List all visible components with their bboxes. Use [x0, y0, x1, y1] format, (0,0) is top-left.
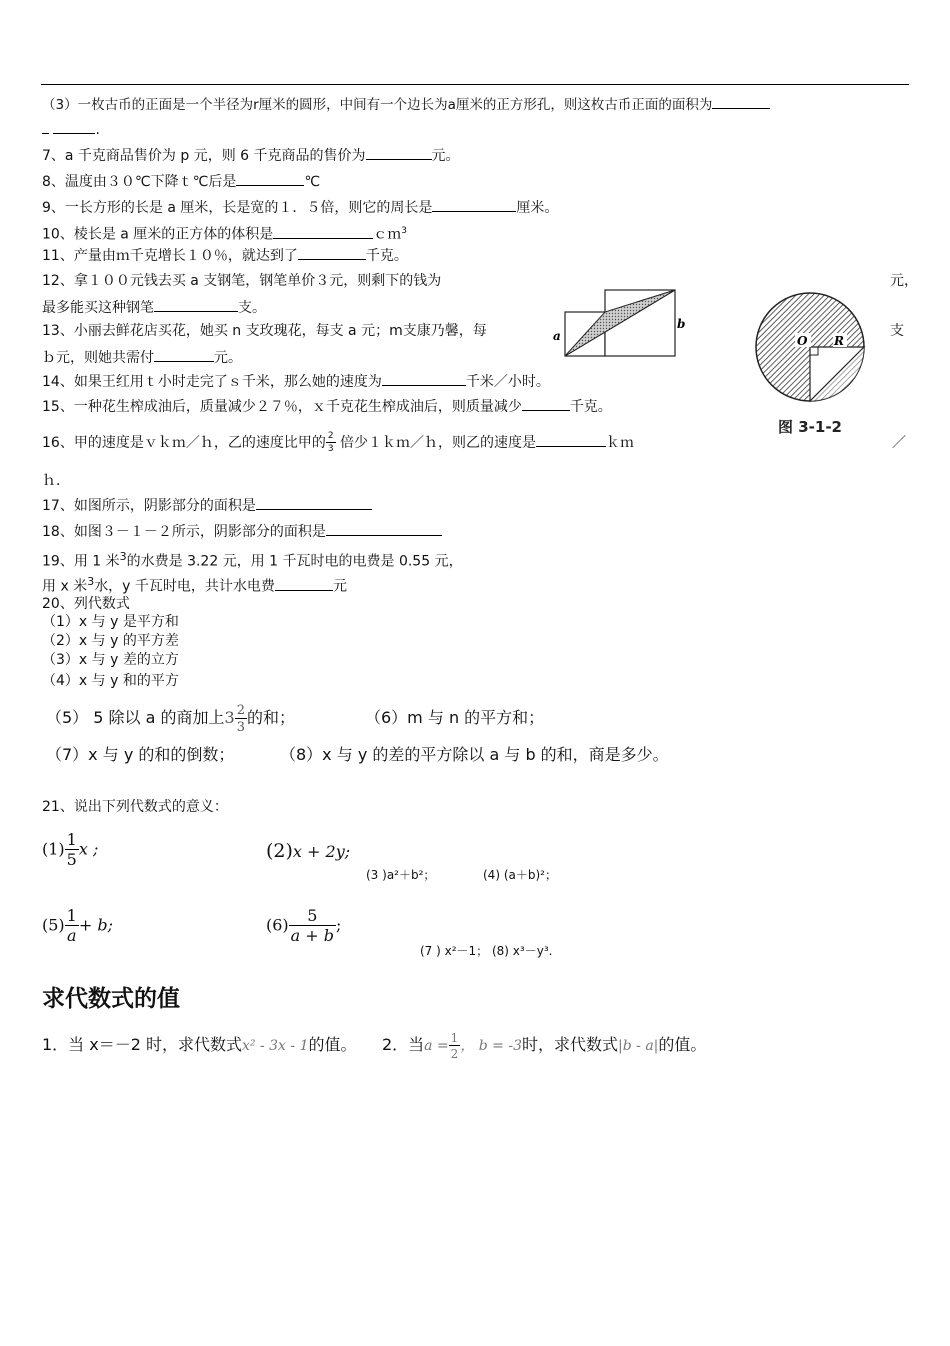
question-17: 17、如图所示，阴影部分的面积是	[42, 496, 372, 515]
question-20-2: （2）x 与 y 的平方差	[42, 633, 179, 649]
question-3-sub: （3）一枚古币的正面是一个半径为r厘米的圆形，中间有一个边长为a厘米的正方形孔，则这枚古币正面的面积为	[42, 95, 770, 114]
answer-blank[interactable]	[256, 496, 372, 510]
mixed-fraction: $\frac{2}{3}$	[236, 702, 245, 735]
expression-5: (5) $\frac{1}{a}$ + b;	[42, 906, 113, 945]
fraction: $\frac{1}{a}$	[66, 906, 77, 945]
question-20-3: （3）x 与 y 差的立方	[42, 652, 179, 668]
question-20-5: （5） 5 除以 a 的商加上3 $\frac{2}{3}$ 的和；	[46, 702, 295, 735]
problem-1-and-2: 1．当 x＝－2 时，求代数式x² - 3x - 1的值。 2．当a = $\frac{1}{2}$ ， b = -3时，求代数式|b - a|的值。	[42, 1030, 707, 1061]
fraction: $\frac{2}{3}$	[327, 431, 334, 454]
question-8: 8、温度由３０℃下降ｔ℃后是 ℃	[42, 174, 321, 190]
answer-blank[interactable]	[154, 298, 238, 312]
question-11: 11、产量由ｍ千克增长１０％，就达到了 千克。	[42, 248, 408, 264]
question-16-line2: ｈ．	[42, 473, 70, 489]
expression-6: (6) $\frac{5}{a + b}$ ;	[266, 906, 342, 945]
expression-2: (2)x + 2y;	[266, 840, 351, 862]
question-20: 20、列代数式	[42, 596, 130, 612]
answer-blank[interactable]	[298, 246, 366, 260]
fraction: $\frac{1}{5}$	[66, 830, 77, 869]
question-20-7: （7）x 与 y 的和的倒数；	[46, 745, 235, 764]
question-3-blank-cont: .	[42, 120, 100, 139]
fraction: $\frac{5}{a + b}$	[290, 906, 335, 945]
question-13-line2: ｂ元，则她共需付 元。	[42, 350, 242, 366]
expression-3: (3 )a²＋b²；	[366, 868, 436, 882]
answer-blank[interactable]	[712, 95, 770, 109]
expression-7-8: (7 ) x²－1； (8) x³－y³.	[420, 944, 553, 958]
question-12: 12、拿１００元钱去买 a 支钢笔，钢笔单价３元，则剩下的钱为	[42, 273, 442, 289]
answer-blank[interactable]	[154, 348, 214, 362]
answer-blank[interactable]	[275, 577, 333, 591]
question-15: 15、一种花生榨成油后，质量减少２７％，ｘ千克花生榨成油后，则质量减少 千克。	[42, 399, 612, 415]
expression-1: (1) $\frac{1}{5}$ x ;	[42, 830, 99, 869]
figure-3-1-2	[745, 272, 880, 442]
label-o: O	[797, 334, 808, 348]
figure-caption: 图 3-1-2	[778, 418, 842, 436]
question-16-tail: ／	[892, 435, 906, 451]
answer-blank[interactable]	[273, 225, 373, 239]
answer-blank[interactable]	[236, 172, 304, 186]
question-14: 14、如果王红用ｔ小时走完了ｓ千米，那么她的速度为 千米／小时。	[42, 374, 550, 390]
question-12-tail: 元，	[890, 273, 918, 289]
question-7: 7、a 千克商品售价为 p 元，则 6 千克商品的售价为 元。	[42, 148, 460, 164]
top-rule	[41, 84, 909, 85]
answer-blank[interactable]	[536, 433, 606, 447]
question-20-6: （6）m 与 n 的平方和；	[365, 708, 545, 727]
fraction: $\frac{1}{2}$	[450, 1030, 459, 1061]
question-20-8: （8）x 与 y 的差的平方除以 a 与 b 的和，商是多少。	[280, 745, 669, 764]
question-17-figure	[545, 282, 685, 364]
figure-top-mask	[745, 272, 880, 292]
answer-blank[interactable]	[42, 120, 49, 134]
question-9: 9、一长方形的长是 a 厘米，长是宽的１．５倍，则它的周长是 厘米。	[42, 200, 559, 216]
answer-blank[interactable]	[366, 146, 432, 160]
question-13: 13、小丽去鲜花店买花，她买 n 支玫瑰花，每支 a 元；m支康乃馨，每	[42, 323, 487, 339]
question-12-line2: 最多能买这种钢笔 支。	[42, 300, 266, 316]
question-20-4: （4）x 与 y 和的平方	[42, 673, 179, 689]
answer-blank[interactable]	[522, 397, 570, 411]
expression-4: (4) (a＋b)²；	[483, 868, 557, 882]
answer-blank[interactable]	[53, 120, 95, 134]
answer-blank[interactable]	[382, 372, 466, 386]
label-b: b	[677, 317, 685, 331]
question-18: 18、如图３－１－２所示，阴影部分的面积是	[42, 522, 442, 541]
answer-blank[interactable]	[432, 198, 516, 212]
answer-blank[interactable]	[326, 522, 442, 536]
question-20-1: （1）x 与 y 是平方和	[42, 614, 179, 630]
section-heading: 求代数式的值	[42, 986, 180, 1012]
question-19: 19、用 1 米$^3$的水费是 3.22 元，用 1 千瓦时电的电费是 0.55 元，	[42, 550, 463, 570]
question-21: 21、说出下列代数式的意义：	[42, 799, 228, 815]
label-r: R	[834, 334, 844, 348]
question-19-line2: 用 x 米$^3$水，y 千瓦时电，共计水电费 元	[42, 575, 347, 595]
label-a: a	[553, 329, 561, 343]
question-10: 10、棱长是 a 厘米的正方体的体积是 ｃｍ$^3$	[42, 226, 408, 243]
question-16: 16、甲的速度是ｖｋｍ／ｈ，乙的速度比甲的 $\frac{2}{3}$ 倍少１ｋｍ／ｈ，则乙的速度是 ｋｍ	[42, 431, 635, 454]
question-13-tail: 支	[890, 323, 904, 339]
